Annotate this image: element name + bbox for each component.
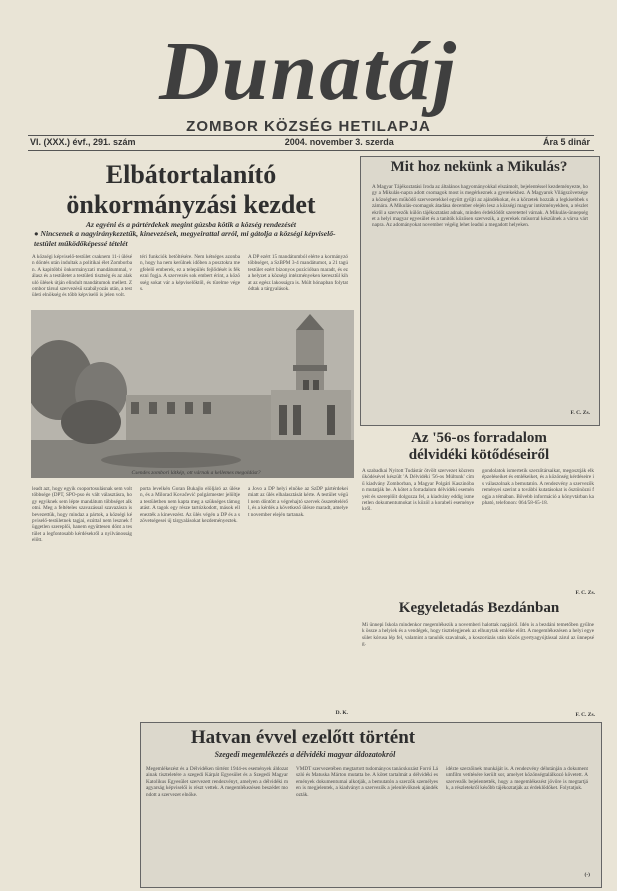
kegyeletadas-title: Kegyeletadás Bezdánban: [398, 600, 560, 616]
mikulas-body: A Magyar Tájékoztatási Iroda az általános hagyományokkal elszámolt, bejelentéssel kezdeményezte, hogy a Mikulás-napra adott csomagok most is megérkeznek a gyerekekhez. A Magyarok Világszövetsége a községben működő szervezetekkel együtt gyűjti az ajándékokat, és a körzetek hozzák a legkisebbek számára. A Mikulás-csomagok átadása december elején lesz a községi magyar intézményekben, a részletekről a szervezők külön tájékoztatást adnak, minden érdeklődőt szeretettel várnak. A Mikulás-ünnepséget a helyi magyar egyesület és a tanítók közösen szervezik, a gyerekek műsorral készülnek a várva várt napra. Az adományokat november végéig lehet leadni a megadott helyeken.: [372, 184, 588, 229]
forradalom-title-line2: délvidéki kötődéseiről: [408, 447, 550, 463]
masthead-rule-bottom: [28, 150, 594, 151]
town-photo-illustration: [31, 310, 354, 478]
forradalom-signature: F. C. Zs.: [575, 590, 595, 596]
forradalom-column-1: A szabadkai Nyitott Tudástár ötvölt szervezet közreműködésével készült 'A Délvidéki '56-os Múltunk' című kiadvány Zomborban, a Magyar Polgári Kaszinóban mutatják be. A kötet a forradalom délvidéki eseményeit és szereplőit dolgozza fel, a kiadvány eddig ismeretlen dokumentumokat is közöl a korabeli eseményekről.: [362, 468, 474, 513]
hatvan-title: Hatvan évvel ezelőtt történt: [190, 727, 416, 748]
kegyeletadas-body: Mi ünnepi Iskola mindenkor megemlékezik a novemberi halottak napjáról. Idén is a bezdáni temetőben gyűlnek össze a helyiek és a vendégek, hogy tisztelegjenek az elhunytak emléke előtt. A megemlékezésen a helyi egyesület kórusa lép fel, valamint a tanulók szavalnak, a koszorúzás után közös gyertyagyújtással zárul az ünnepség.: [362, 622, 594, 648]
lead-headline: Elbátortalanító önkormányzási kezdet: [66, 160, 316, 219]
hatvan-subtitle: Szegedi megemlékezés a délvidéki magyar áldozatokról: [214, 750, 396, 759]
masthead-rule-top: [28, 135, 594, 136]
lead-column-1b: leadt azt, hogy egyik csoportosulásnak sem volt többsége (DPT, SPO-pso és vált választásra, hogy egyiknek sem lépte mandátum többséget alkotni. Meg a feltételes szavazással szavazásra is bevezettük, hogy mindaz a pártok, a községi képviselő-testületnek tagjai, ezúttal nem lesznek független szereplői, hanem együttesen dönt a testület a legfontosabb kérdésekről a nyilvánosság előtt.: [32, 486, 132, 544]
mikulas-signature: F. C. Zs.: [570, 410, 590, 416]
issue-date: 2004. november 3. szerda: [284, 137, 394, 147]
masthead-subtitle: ZOMBOR KÖZSÉG HETILAPJA: [186, 118, 431, 135]
lead-photo-caption: Csendes zombori látkép, ott várnak a kellemes megoldást?: [131, 470, 261, 476]
lead-column-3: A DP ezért 15 mandátumból elérte a kormányzó többséget, a SzBPM 3-4 mandátumot, a 21 tagú testület ezért bizonyos pozícióban maradt, és ez a helyzet a községi intézményeken keresztül kihat az egész lakosságra is. Múlt hónapban folytatódtak a tárgyalások.: [248, 254, 348, 293]
lead-signature: D. K.: [335, 710, 348, 716]
lead-deck: [34, 220, 348, 248]
lead-column-1: A községi képviselő-testület csaknem 11-i ülésén döntés után indultak a politikai élet Zomborban. A kapitóbbi önkormányzati mandátummal, válasz és a testületet a testületi tisztség és az alakuló ülések útján elindult mandátumok mellett. Zombor társul szervezésű szabályozás után, a testületi elnökség és több képviselő is jelen volt.: [32, 254, 132, 299]
lead-column-2: téri funkciók betöltésére. Nem kétséges azonban, hogy ha nem kerülnek időben a posztokra megfelelő emberek, ez a település fejlődését is fékezni fogja. A szervezés sok embert érint, a közösség sokat vár a képviselőktől, és türelme véges.: [140, 254, 240, 293]
lead-column-3b: a Jovo a DP helyi elnöke az SzDP pártérdekei miatt az ülés elhalasztását kérte. A testület végül nem döntött a végrehajtó szervek összetételéről, és a kérdés a következő ülésre maradt, amelyet november elején tartanak.: [248, 486, 348, 518]
issue-price: Ára 5 dinár: [542, 137, 590, 147]
kegyeletadas-signature: F. C. Zs.: [575, 712, 595, 718]
lead-photo: [31, 310, 354, 478]
hatvan-column-1: Megemlékezést és a Délvidéken történt 1944-es események áldozatainak tiszteletére a szegedi Kárpát Egyesület és a Szegedi Magyar Katolikus Egyesület szervezett rendezvényt, amelyen a délvidéki magyarság képviselői is részt vettek. A megemlékezésen beszédet mondott a szervezet elnöke.: [146, 766, 288, 798]
lead-deck-line1: Az egyéni és a pártérdekek megint gúzsba kötik a község rendezését: [85, 220, 297, 229]
hatvan-signature: (-): [584, 872, 590, 878]
hatvan-column-2: VMDT szervezetében megtartott tudományos tanácskozást Forró László és Matuska Márton mutatta be. A kötet tartalmát a délvidéki események dokumentumai alkotják, a bemutatón a szerzők személyesen is megjelentek, a kiadványt a szervezők a jelenlévőknek ajándékozták.: [296, 766, 438, 798]
forradalom-title-line1: Az '56-os forradalom: [411, 430, 547, 446]
issue-line: [30, 137, 590, 147]
lead-deck-line2: ● Nincsenek a nagyiránykezetűk, kinevezések, megyeirattal arról, mi gátolja a községi képviselő-testület működőképessé tételét: [34, 229, 336, 248]
masthead-title: Dunatáj: [159, 25, 458, 118]
forradalom-column-2: gondolatok ismertetik szerzőtársaikat, megosztják elképzeléseiket és emlékeiket, és a közönség kérdéseire is válaszolnak a bemutatón. A rendezvény a szervezők reményei szerint a további kutatásokat is ösztönözni fogja a témában. Bővebb információ a könyvtárban kapható, telefonon: 064/58-65-18.: [482, 468, 594, 507]
forradalom-title: [360, 430, 598, 464]
lead-column-2b: porta levelkén Goran Bukajlo elöljáró az ülésen, és a Milorad Kovačević polgármester jelöltje a testületben nem kapta meg a szükséges támogatást. A tagok egy része tartózkodott, mások ellenezték a kinevezést. Az ülés végén a DP és a szövetségesei új tárgyalásokat kezdeményeztek.: [140, 486, 240, 525]
issue-number: VI. (XXX.) évf., 291. szám: [30, 137, 136, 147]
mikulas-title: Mit hoz nekünk a Mikulás?: [390, 159, 568, 175]
hatvan-column-3: idézte szerzőinek munkáját is. A rendezvény délutánján a dokumentumfilm vetítésére került sor, amelyet közönségtalálkozó követett. A szervezők bejelentették, hogy a megemlékezést jövőre is megtartják, a részletekről később tájékoztatják az érdeklődőket. Folytatjuk.: [446, 766, 588, 792]
